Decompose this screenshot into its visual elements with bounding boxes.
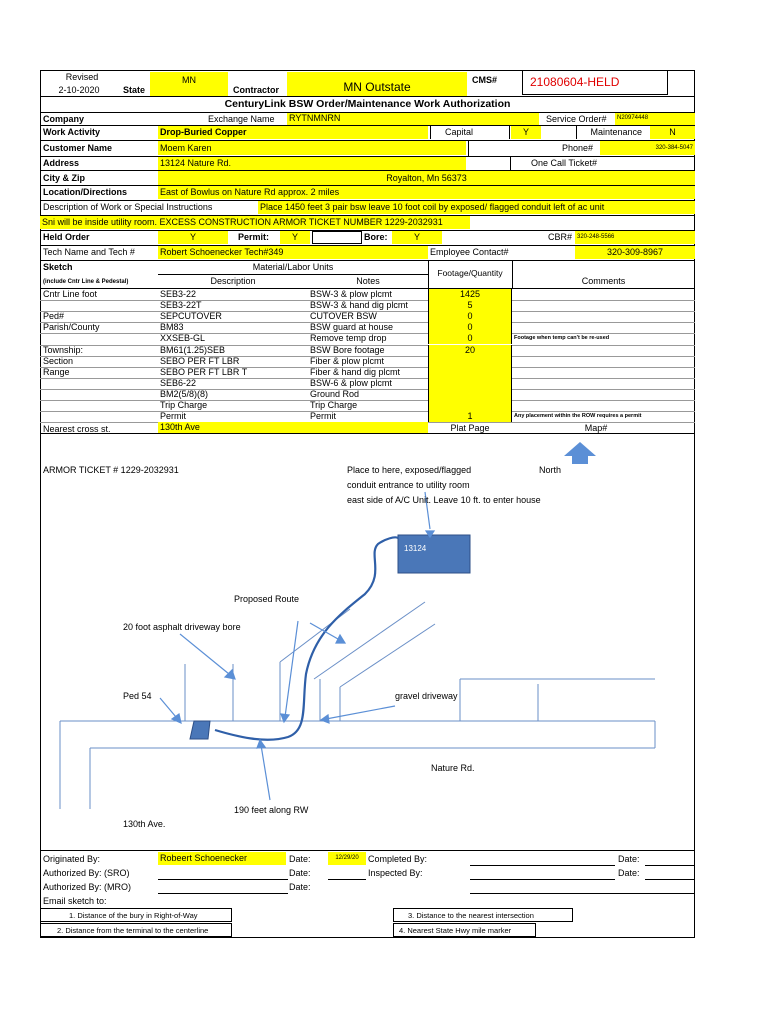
- house-label: 13124: [404, 544, 427, 553]
- one-call-label: One Call Ticket#: [531, 158, 598, 168]
- cms-label: CMS#: [472, 75, 498, 85]
- row-notes: [308, 322, 428, 333]
- capital-label-cell: [430, 126, 510, 139]
- row-description-text: BM2(5/8)(8): [160, 388, 209, 399]
- inspected-label: Inspected By:: [368, 868, 423, 878]
- rule: [158, 893, 288, 894]
- nearest-label: Nearest cross st.: [43, 424, 111, 434]
- one-call-label-cell: [510, 157, 610, 170]
- phone-label: Phone#: [562, 143, 594, 153]
- rule: [40, 260, 695, 261]
- city-value: [158, 171, 695, 185]
- armor-ticket: ARMOR TICKET # 1229-2032931: [43, 465, 179, 475]
- footer-item-4: [393, 923, 536, 937]
- row-description-text: Trip Charge: [160, 400, 208, 410]
- row-quantity: [428, 389, 512, 400]
- rule: [470, 893, 695, 894]
- row-comment: [512, 389, 695, 400]
- sketch-info-label: [42, 311, 158, 322]
- rule: [512, 261, 513, 289]
- address-value: [158, 157, 466, 170]
- work-activity-value: [158, 126, 428, 139]
- house-block: [398, 535, 470, 573]
- exchange-text: RYTNMNRN: [289, 113, 341, 123]
- row-description: [158, 378, 308, 389]
- row-description: [158, 322, 308, 333]
- row-description-text: BM61(1.25)SEB: [160, 344, 226, 355]
- place-line3: east side of A/C Unit. Leave 10 ft. to enter house: [347, 495, 541, 505]
- row-description-text: XXSEB-GL: [160, 333, 206, 344]
- sketch-info-label-text: Township:: [43, 344, 84, 355]
- mro-label: Authorized By: (MRO): [43, 882, 132, 892]
- item2-text: 2. Distance from the terminal to the centerline: [57, 926, 209, 935]
- sketch-label: Sketch: [43, 262, 73, 272]
- exchange-label: Exchange Name: [208, 114, 275, 124]
- description-label: Description of Work or Special Instructions: [43, 202, 213, 212]
- location-text: East of Bowlus on Nature Rd approx. 2 miles: [160, 187, 340, 197]
- sketch-info-label: [42, 356, 158, 367]
- footage-header: Footage/Quantity: [437, 268, 503, 278]
- address-text: 13124 Nature Rd.: [160, 158, 232, 168]
- place-line2: conduit entrance to utility room: [347, 480, 470, 490]
- sni-text: Sni will be inside utility room. EXCESS CONSTRUCTION ARMOR TICKET NUMBER 1229-2032931: [42, 217, 443, 227]
- row-comment: [512, 300, 695, 311]
- date-line-4: [645, 879, 695, 880]
- row-quantity: [428, 356, 512, 367]
- proposed-route-label: Proposed Route: [234, 594, 300, 604]
- emp-contact-label: Employee Contact#: [430, 247, 509, 257]
- row-description: [158, 345, 308, 356]
- title-top-rule: [40, 96, 695, 97]
- footer-item-1: [40, 908, 232, 922]
- permit-label: Permit:: [238, 232, 270, 242]
- row-notes: [308, 289, 428, 300]
- notes-header: Notes: [356, 276, 380, 286]
- row-description: [158, 300, 308, 311]
- date-label-3: Date:: [289, 868, 311, 878]
- originated-value: [158, 852, 286, 865]
- row-notes-text: Fiber & plow plcmt: [310, 355, 385, 366]
- service-order-label: Service Order#: [546, 114, 607, 124]
- state-label: State: [123, 85, 146, 95]
- cms-value: 21080604-HELD: [530, 75, 620, 89]
- row-notes: [308, 367, 428, 378]
- sro-label: Authorized By: (SRO): [43, 868, 130, 878]
- row-quantity: [428, 367, 512, 378]
- row-notes: [308, 333, 428, 344]
- pedestal-icon: [190, 721, 210, 739]
- row-description: [158, 311, 308, 322]
- row-description-text: SEB3-22: [160, 289, 197, 299]
- tech-value: [158, 246, 428, 259]
- maintenance-label-cell: [576, 126, 646, 139]
- row-description-text: SEBO PER FT LBR T: [160, 366, 248, 377]
- roads: [60, 602, 655, 809]
- rule: [158, 274, 428, 275]
- service-order-text: N20974448: [617, 115, 649, 121]
- row-notes-text: Remove temp drop: [310, 333, 387, 344]
- permit-empty-box: [312, 231, 362, 244]
- row-quantity: [428, 300, 512, 311]
- row-notes-text: BSW guard at house: [310, 322, 394, 333]
- permit-text: Y: [291, 232, 298, 242]
- sketch-info-label-text: Section: [43, 355, 74, 366]
- row-quantity-text: 20: [464, 344, 475, 355]
- row-description-text: SEB3-22T: [160, 300, 202, 311]
- row-comment-text: Any placement within the ROW requires a permit: [514, 413, 642, 420]
- date-value-1: [328, 852, 366, 865]
- row-description: [158, 367, 308, 378]
- date-label-1: Date:: [289, 854, 311, 864]
- originated-text: Robeert Schoenecker: [160, 853, 248, 863]
- plat-label: Plat Page: [450, 423, 490, 433]
- bore-text: Y: [413, 232, 420, 242]
- date-line-2: [645, 865, 695, 866]
- row-notes: [308, 400, 428, 411]
- row-notes: [308, 378, 428, 389]
- rule: [428, 261, 429, 289]
- row-quantity: [428, 289, 512, 300]
- date-label-5: Date:: [289, 882, 311, 892]
- customer-text: Moem Karen: [160, 143, 212, 153]
- item3-text: 3. Distance to the nearest intersection: [408, 911, 534, 920]
- row-quantity: [428, 378, 512, 389]
- along-rw-label: 190 feet along RW: [234, 805, 309, 815]
- tech-text: Robert Schoenecker Tech#349: [160, 247, 284, 257]
- row-quantity: [428, 400, 512, 411]
- row-quantity: [428, 333, 512, 344]
- nature-rd-label: Nature Rd.: [431, 763, 475, 773]
- row-description: [158, 333, 308, 344]
- row-notes: [308, 300, 428, 311]
- comments-header: Comments: [581, 276, 626, 286]
- address-label: Address: [43, 158, 80, 168]
- row-comment: [512, 289, 695, 300]
- date-text-1: 12/29/20: [335, 855, 359, 861]
- row-notes: [308, 345, 428, 356]
- completed-label: Completed By:: [368, 854, 428, 864]
- originated-label: Originated By:: [43, 854, 101, 864]
- row-notes: [308, 411, 428, 422]
- contractor-text: MN Outstate: [343, 80, 411, 94]
- item1-text: 1. Distance of the bury in Right-of-Way: [69, 911, 198, 920]
- customer-label: Customer Name: [43, 143, 113, 153]
- capital-value: [511, 126, 541, 139]
- row-notes-text: BSW Bore footage: [310, 344, 385, 355]
- exchange-value: [287, 113, 539, 125]
- city-text: Royalton, Mn 56373: [386, 173, 467, 183]
- bore-value: [392, 231, 442, 244]
- sketch-info-label: [42, 345, 158, 356]
- row-comment: [512, 411, 695, 422]
- row-quantity-text: 5: [467, 300, 473, 311]
- place-line1: Place to here, exposed/flagged: [347, 465, 472, 475]
- row-comment: [512, 322, 695, 333]
- held-label: Held Order: [43, 232, 90, 242]
- ped-label: Ped 54: [123, 691, 152, 701]
- row-description-text: SEBO PER FT LBR: [160, 355, 240, 366]
- row-notes-text: BSW-3 & plow plcmt: [310, 289, 392, 299]
- row-description: [158, 411, 308, 422]
- row-description: [158, 400, 308, 411]
- material-header: Material/Labor Units: [252, 262, 334, 272]
- capital-label: Capital: [445, 127, 474, 137]
- company-label: Company: [43, 114, 85, 124]
- revised-date: 2-10-2020: [58, 85, 100, 95]
- inspected-line: [470, 879, 615, 880]
- rule: [328, 879, 366, 880]
- state-text: MN: [182, 75, 196, 85]
- proposed-route-line: [215, 537, 398, 739]
- customer-value: [158, 141, 466, 155]
- description-value: [258, 201, 695, 214]
- work-activity-label: Work Activity: [43, 127, 101, 137]
- emp-contact-value: [575, 246, 695, 259]
- footer-item-3: [393, 908, 573, 922]
- include-label: (include Cntr Line & Pedestal): [43, 279, 129, 285]
- maintenance-label: Maintenance: [590, 127, 642, 137]
- contractor-value: [287, 72, 467, 96]
- phone-text: 320-384-5047: [655, 145, 693, 151]
- row-quantity-text: 0: [467, 333, 473, 344]
- capital-text: Y: [522, 127, 529, 137]
- row-quantity: [428, 411, 512, 422]
- revised-label: Revised: [65, 72, 99, 82]
- row-notes: [308, 311, 428, 322]
- location-value: [158, 186, 695, 199]
- location-label: Location/Directions: [43, 187, 128, 197]
- phone-value: [600, 141, 695, 155]
- description-text: Place 1450 feet 3 pair bsw leave 10 foot coil by exposed/ flagged conduit left of ac unit: [260, 202, 605, 212]
- completed-line: [470, 865, 615, 866]
- nearest-text: 130th Ave: [160, 422, 200, 432]
- row-quantity: [428, 311, 512, 322]
- row-comment: [512, 367, 695, 378]
- north-arrow-icon: [564, 442, 596, 464]
- footer-item-2: [40, 923, 232, 937]
- row-description-text: SEB6-22: [160, 377, 197, 388]
- row-comment: [512, 356, 695, 367]
- state-value: [150, 72, 228, 96]
- row-description-text: BM83: [160, 322, 184, 333]
- sketch-info-label-text: Cntr Line foot: [43, 289, 98, 299]
- row-quantity: [428, 322, 512, 333]
- tech-label: Tech Name and Tech #: [43, 247, 135, 257]
- row-comment: [512, 400, 695, 411]
- north-label: North: [539, 465, 562, 475]
- row-quantity: [428, 345, 512, 356]
- cbr-label: CBR#: [548, 232, 573, 242]
- email-label: Email sketch to:: [43, 896, 107, 906]
- row-notes-text: Trip Charge: [310, 400, 358, 410]
- row-notes-text: BSW-6 & plow plcmt: [310, 377, 392, 388]
- date-label-4: Date:: [618, 868, 640, 878]
- form-title: CenturyLink BSW Order/Maintenance Work Authorization: [224, 98, 511, 110]
- date-label-2: Date:: [618, 854, 640, 864]
- row-comment: [512, 311, 695, 322]
- contractor-label: Contractor: [233, 85, 280, 95]
- row-comment-text: Footage when temp can't be re-used: [514, 335, 610, 342]
- row-description-text: Permit: [160, 411, 187, 422]
- row-quantity-text: 0: [467, 322, 473, 333]
- cbr-value: [575, 231, 695, 244]
- sketch-info-label-text: Ped#: [43, 311, 65, 322]
- rule: [40, 850, 695, 851]
- nearest-value: [158, 422, 428, 433]
- row-quantity-text: 1425: [459, 289, 481, 299]
- row-comment: [512, 333, 695, 344]
- sketch-info-label: [42, 289, 158, 300]
- row-notes-text: Ground Rod: [310, 388, 360, 399]
- row-comment: [512, 345, 695, 356]
- row-notes-text: Permit: [310, 411, 337, 422]
- permit-value: [280, 231, 310, 244]
- row-description: [158, 289, 308, 300]
- sketch-info-label: [42, 367, 158, 378]
- held-value: [158, 231, 228, 244]
- city-label: City & Zip: [43, 173, 85, 183]
- row-notes-text: CUTOVER BSW: [310, 311, 377, 322]
- rule: [158, 879, 288, 880]
- row-description: [158, 389, 308, 400]
- held-text: Y: [189, 232, 196, 242]
- service-order-value: [615, 113, 695, 125]
- bore-label: Bore:: [364, 232, 388, 242]
- row-description-text: SEPCUTOVER: [160, 311, 222, 322]
- sketch-info-label: [42, 322, 158, 333]
- row-quantity-text: 0: [467, 311, 473, 322]
- sni-note: [40, 216, 470, 229]
- driveway-bore-label: 20 foot asphalt driveway bore: [123, 622, 241, 632]
- description-header: Description: [210, 276, 256, 286]
- row-quantity-text: 1: [467, 411, 473, 422]
- sketch-info-label-text: Parish/County: [43, 322, 100, 333]
- row-comment: [512, 378, 695, 389]
- row-notes-text: BSW-3 & hand dig plcmt: [310, 300, 408, 311]
- row-description: [158, 356, 308, 367]
- rule: [468, 141, 469, 156]
- maintenance-value: [650, 126, 695, 139]
- cbr-text: 320-248-5566: [577, 234, 615, 240]
- gravel-label: gravel driveway: [395, 691, 458, 701]
- row-notes-text: Fiber & hand dig plcmt: [310, 366, 401, 377]
- item4-text: 4. Nearest State Hwy mile marker: [399, 926, 512, 935]
- work-activity-text: Drop-Buried Copper: [160, 127, 247, 137]
- sketch-info-label-text: Range: [43, 366, 70, 377]
- map-label: Map#: [584, 423, 608, 433]
- row-notes: [308, 389, 428, 400]
- emp-contact-text: 320-309-8967: [606, 247, 664, 257]
- ave-label: 130th Ave.: [123, 819, 166, 829]
- maintenance-text: N: [669, 127, 676, 137]
- row-notes: [308, 356, 428, 367]
